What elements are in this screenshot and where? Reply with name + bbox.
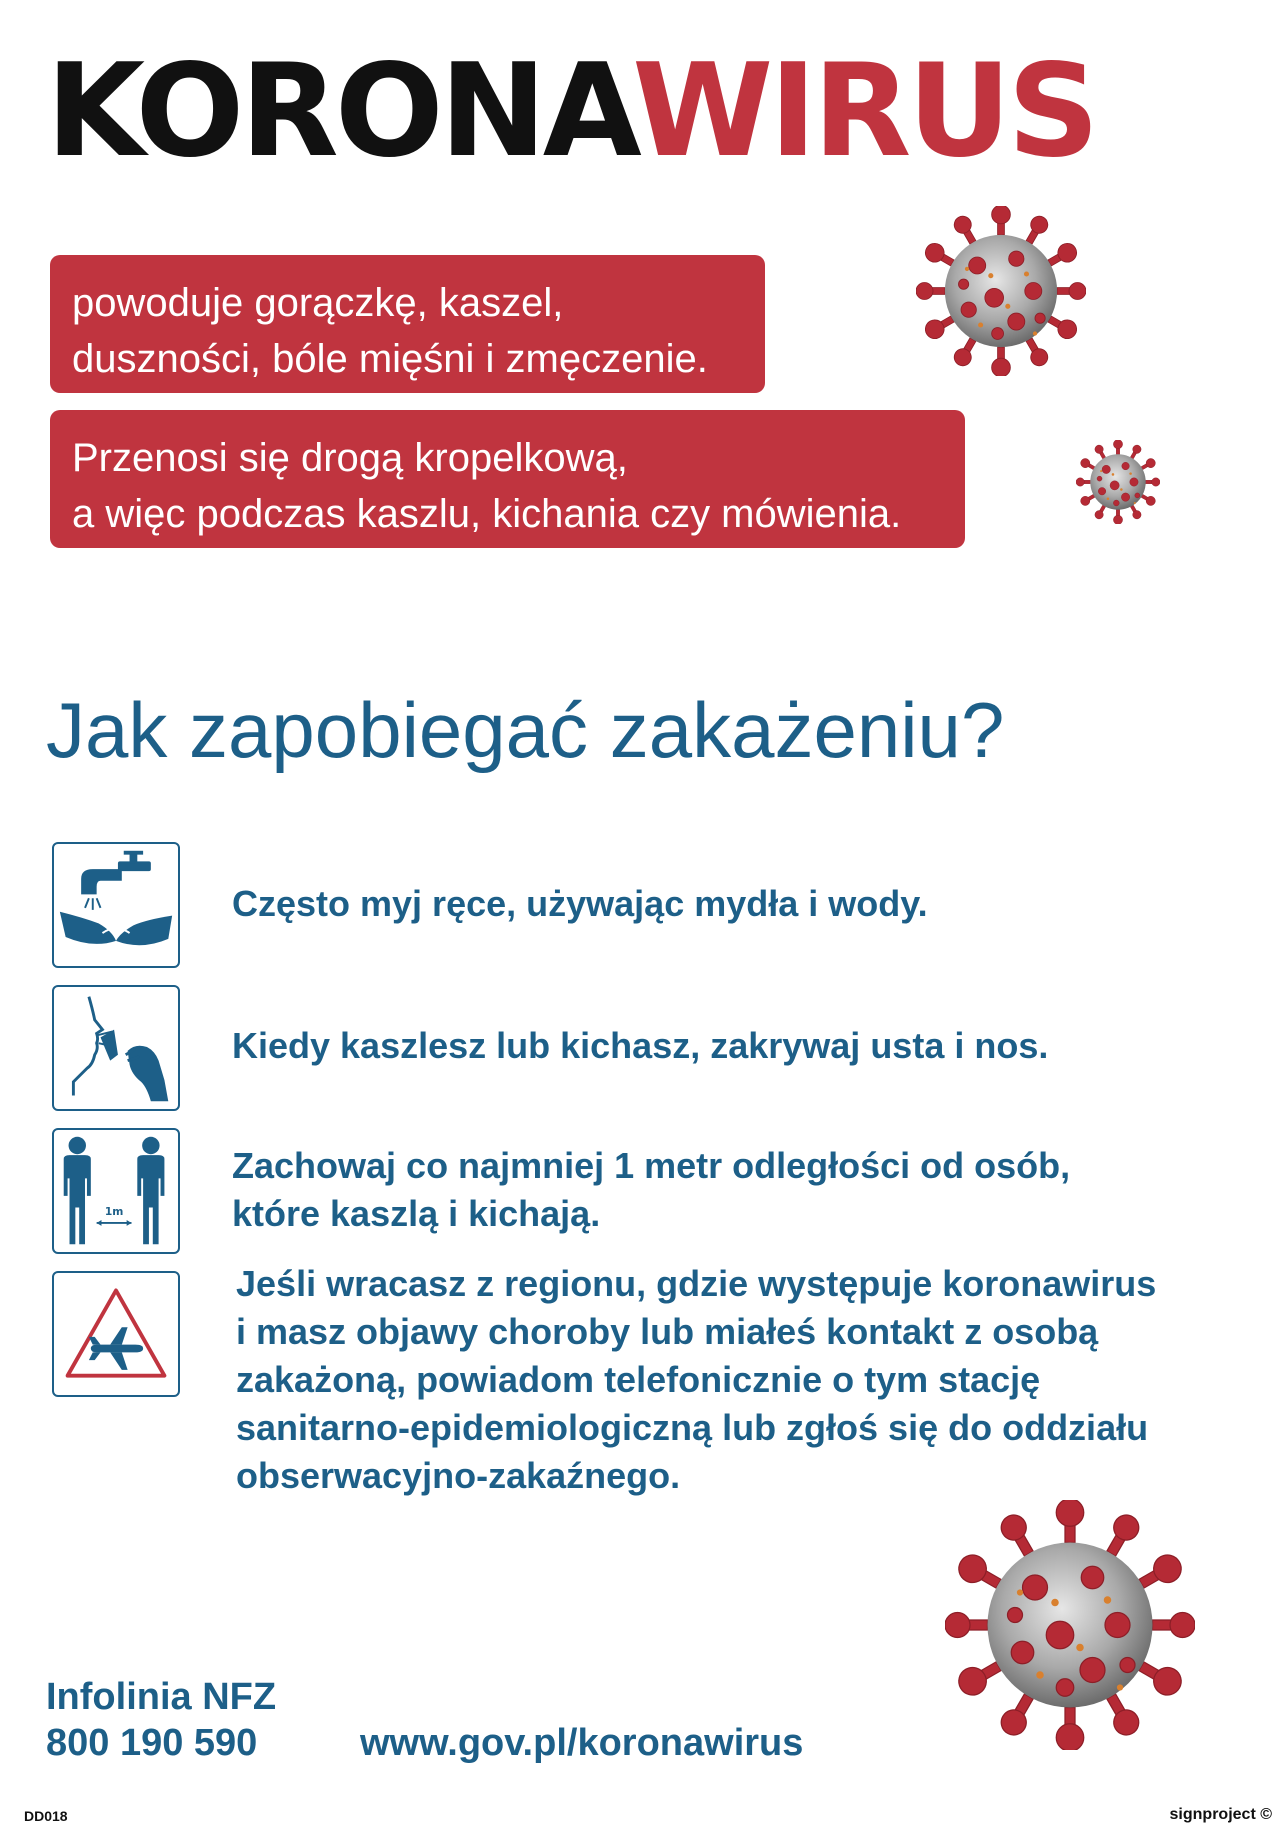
infolinia-label: Infolinia NFZ — [46, 1676, 277, 1718]
tip-distance — [232, 1142, 1070, 1238]
transmission-line: a więc podczas kaszlu, kichania czy mówienia. — [72, 492, 902, 536]
tip-line: zakażoną, powiadom telefonicznie o tym stację — [236, 1359, 1041, 1400]
tip-line: i masz objawy choroby lub miałeś kontakt z osobą — [236, 1311, 1099, 1352]
symptoms-line: duszności, bóle mięśni i zmęczenie. — [72, 337, 708, 381]
virus-illustration — [916, 206, 1086, 376]
cover-mouth-icon — [52, 985, 180, 1111]
tip-line: obserwacyjno-zakaźnego. — [236, 1455, 681, 1496]
tip-line: Kiedy kaszlesz lub kichasz, zakrywaj usta i nos. — [232, 1025, 1049, 1066]
title-part-red: WIRUS — [632, 37, 1096, 186]
tip-cover-mouth — [232, 1022, 1048, 1070]
transmission-box — [50, 410, 965, 548]
distance-icon — [52, 1128, 180, 1254]
tip-line: które kaszlą i kichają. — [232, 1193, 601, 1234]
symptoms-box — [50, 255, 765, 393]
prevention-heading: Jak zapobiegać zakażeniu? — [46, 686, 1005, 774]
airplane-warning-icon — [52, 1271, 180, 1397]
transmission-line: Przenosi się drogą kropelkową, — [72, 436, 628, 480]
hand-washing-icon — [52, 842, 180, 968]
title-part-dark: KORONA — [46, 37, 633, 186]
tip-line: Zachowaj co najmniej 1 metr odległości od osób, — [232, 1145, 1071, 1186]
tip-line: Jeśli wracasz z regionu, gdzie występuje koronawirus — [236, 1263, 1157, 1304]
website-link[interactable]: www.gov.pl/koronawirus — [360, 1722, 804, 1764]
brand-mark: signproject © — [1169, 1806, 1272, 1823]
tip-hand-washing — [232, 880, 928, 928]
distance-label: 1m — [104, 1205, 124, 1219]
document-code: DD018 — [24, 1808, 68, 1824]
tip-travel — [236, 1260, 1156, 1500]
tip-line: Często myj ręce, używając mydła i wody. — [232, 883, 928, 924]
symptoms-line: powoduje gorączkę, kaszel, — [72, 281, 564, 325]
infolinia-phone[interactable]: 800 190 590 — [46, 1722, 258, 1764]
virus-illustration — [1076, 440, 1160, 524]
virus-illustration — [945, 1500, 1195, 1750]
poster-title — [46, 37, 1096, 186]
tip-line: sanitarno-epidemiologiczną lub zgłoś się do oddziału — [236, 1407, 1149, 1448]
